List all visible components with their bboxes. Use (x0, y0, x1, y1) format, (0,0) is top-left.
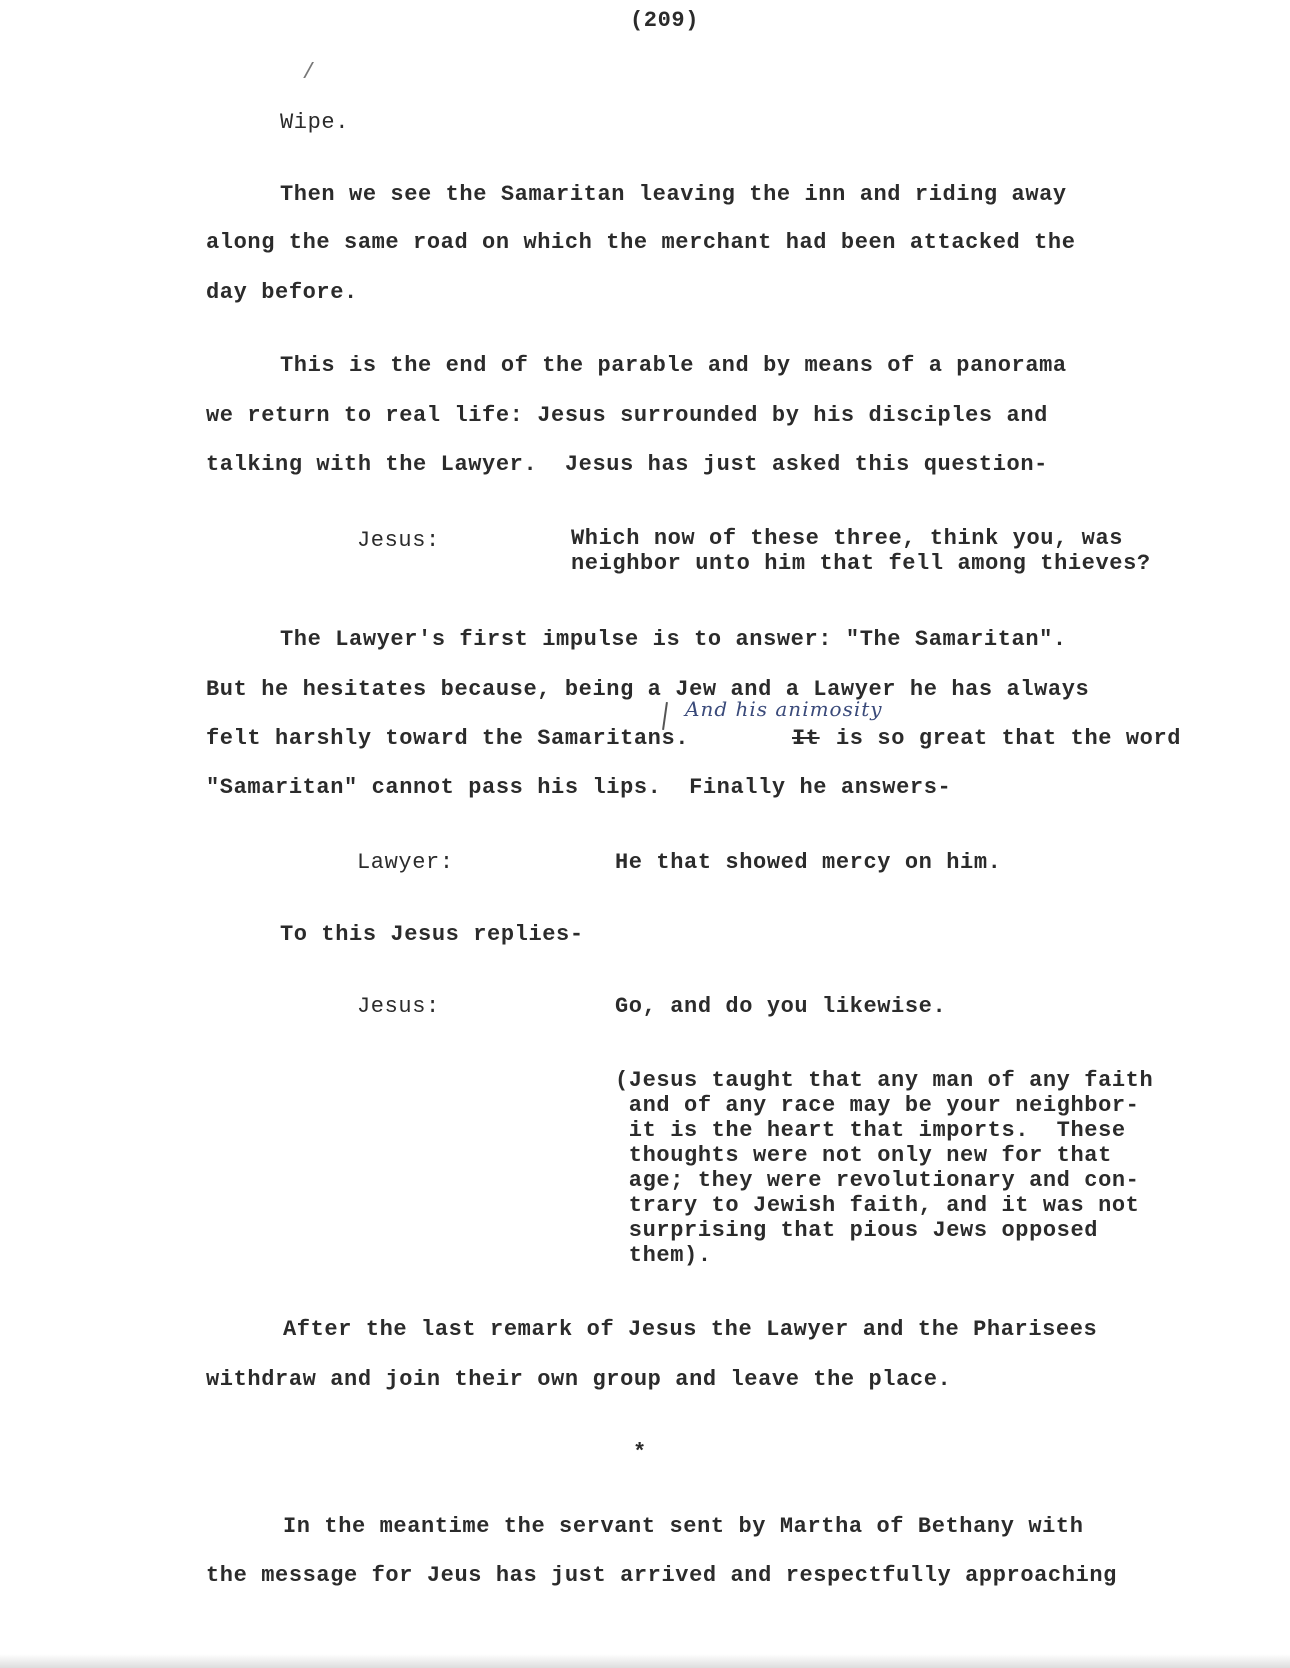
paragraph-2-line-1: This is the end of the parable and by means of a panorama (280, 353, 1067, 378)
paragraph-3-line-1: The Lawyer's first impulse is to answer: "The Samaritan". (280, 627, 1067, 652)
paragraph-1-line-1: Then we see the Samaritan leaving the inn and riding away (280, 182, 1067, 207)
paragraph-2-line-3: talking with the Lawyer. Jesus has just asked this question- (206, 452, 1048, 477)
note-line-8: them). (615, 1243, 712, 1268)
dialogue-3-line: Go, and do you likewise. (615, 994, 947, 1019)
dialogue-1-line-2: neighbor unto him that fell among thieves? (571, 551, 1151, 576)
stray-mark: / (302, 60, 316, 85)
paragraph-2-line-2: we return to real life: Jesus surrounded by his disciples and (206, 403, 1048, 428)
dialogue-1-speaker: Jesus: (357, 528, 440, 553)
paragraph-5-line-2: withdraw and join their own group and leave the place. (206, 1367, 952, 1392)
paragraph-6-line-1: In the meantime the servant sent by Martha of Bethany with (283, 1514, 1084, 1539)
page-number: (209) (630, 8, 700, 33)
paragraph-3-line-4: "Samaritan" cannot pass his lips. Finally he answers- (206, 775, 952, 800)
note-line-7: surprising that pious Jews opposed (615, 1218, 1099, 1243)
note-line-2: and of any race may be your neighbor- (615, 1093, 1140, 1118)
paragraph-3-line-2: But he hesitates because, being a Jew and a Lawyer he has always (206, 677, 1090, 702)
paragraph-1-line-3: day before. (206, 280, 358, 305)
paragraph-3-line-3b: is so great that the word (836, 726, 1182, 751)
dialogue-2-line: He that showed mercy on him. (615, 850, 1002, 875)
handwritten-insertion: And his animosity (685, 697, 883, 721)
paragraph-4: To this Jesus replies- (280, 922, 584, 947)
dialogue-3-speaker: Jesus: (357, 994, 440, 1019)
dialogue-2-speaker: Lawyer: (357, 850, 454, 875)
paragraph-6-line-2: the message for Jeus has just arrived and respectfully approaching (206, 1563, 1117, 1588)
paragraph-3-struck-word: It (792, 726, 820, 751)
paragraph-5-line-1: After the last remark of Jesus the Lawyer and the Pharisees (283, 1317, 1098, 1342)
paragraph-3-line-3a: felt harshly toward the Samaritans. (206, 726, 690, 751)
note-line-5: age; they were revolutionary and con- (615, 1168, 1140, 1193)
dialogue-1-line-1: Which now of these three, think you, was (571, 526, 1124, 551)
note-line-6: trary to Jewish faith, and it was not (615, 1193, 1140, 1218)
note-line-4: thoughts were not only new for that (615, 1143, 1112, 1168)
page-edge-shadow (0, 1654, 1290, 1668)
paragraph-1-line-2: along the same road on which the merchant had been attacked the (206, 230, 1076, 255)
section-separator: * (633, 1440, 647, 1465)
note-line-1: (Jesus taught that any man of any faith (615, 1068, 1154, 1093)
note-line-3: it is the heart that imports. These (615, 1118, 1126, 1143)
scene-transition-wipe: Wipe. (280, 110, 350, 135)
